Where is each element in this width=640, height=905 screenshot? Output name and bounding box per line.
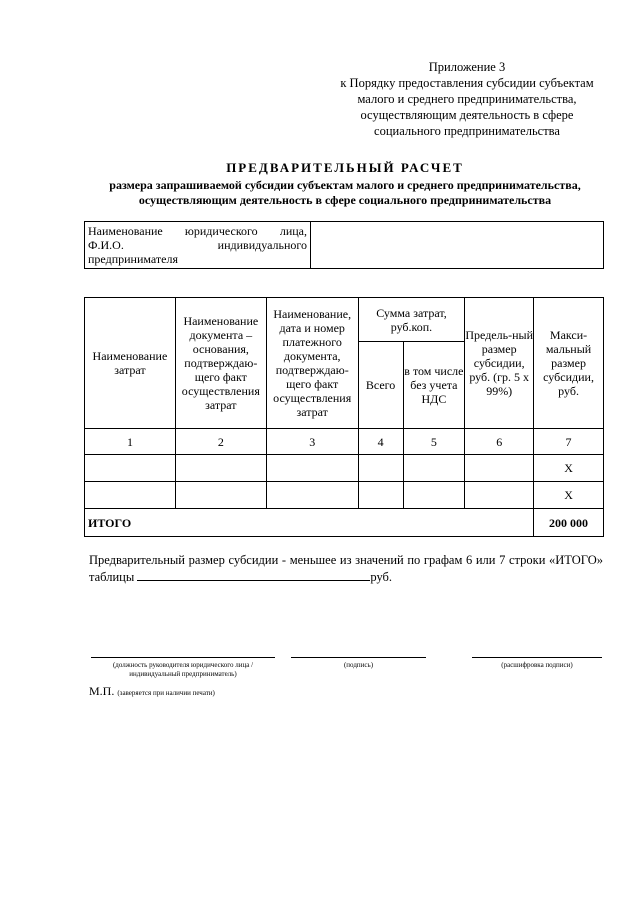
entity-value[interactable] <box>311 222 604 269</box>
signature-caption: (подпись) <box>343 661 374 669</box>
amount-blank-line[interactable] <box>137 568 370 581</box>
subsidy-note <box>89 552 603 585</box>
entity-table <box>84 221 604 269</box>
signature-line <box>291 657 426 658</box>
header-without-vat: в том числе без учета НДС <box>403 342 465 429</box>
appendix-line: к Порядку предоставления субсидии субъектам <box>340 76 594 90</box>
column-number: 2 <box>175 429 266 455</box>
column-numbers-row <box>85 429 604 455</box>
appendix-line: Приложение 3 <box>428 60 506 74</box>
column-number: 3 <box>266 429 358 455</box>
appendix-line: осуществляющим деятельность в сфере <box>360 108 574 122</box>
decode-caption: (расшифровка подписи) <box>501 661 573 669</box>
column-number: 5 <box>403 429 465 455</box>
table-cell[interactable] <box>465 455 534 482</box>
header-cost-name: Наименование затрат <box>85 298 176 429</box>
table-cell[interactable] <box>266 482 358 509</box>
table-cell: Х <box>534 482 604 509</box>
column-number: 7 <box>534 429 604 455</box>
stamp-note: (заверяется при наличии печати) <box>117 689 215 697</box>
table-cell[interactable] <box>266 455 358 482</box>
stamp-place <box>89 684 215 699</box>
total-row <box>85 509 604 537</box>
appendix-line: малого и среднего предпринимательства, <box>357 92 577 106</box>
position-caption: (должность руководителя юридического лица / индивидуальный предприниматель) <box>112 661 254 678</box>
header-payment-document: Наименование, дата и номер платежного документа, подтверждаю-щего факт осуществления затрат <box>266 298 358 429</box>
position-signature-line <box>91 657 275 658</box>
header-total: Всего <box>358 342 403 429</box>
appendix-block <box>300 59 634 139</box>
subtitle-line: размера запрашиваемой субсидии субъектам малого и среднего предпринимательства, <box>109 178 581 192</box>
header-cost-sum: Сумма затрат, руб.коп. <box>358 298 465 342</box>
table-cell[interactable] <box>175 455 266 482</box>
table-cell[interactable] <box>85 482 176 509</box>
table-cell[interactable] <box>85 455 176 482</box>
table-row <box>85 482 604 509</box>
table-row <box>85 455 604 482</box>
column-number: 6 <box>465 429 534 455</box>
table-cell[interactable] <box>465 482 534 509</box>
table-cell[interactable] <box>175 482 266 509</box>
column-number: 4 <box>358 429 403 455</box>
decode-signature-line <box>472 657 602 658</box>
document-subtitle <box>70 178 620 208</box>
header-limit-subsidy: Предель-ный размер субсидии, руб. (гр. 5 х 99%) <box>465 298 534 429</box>
costs-table <box>84 297 604 537</box>
total-value: 200 000 <box>534 509 604 537</box>
stamp-label: М.П. <box>89 684 115 698</box>
column-number: 1 <box>85 429 176 455</box>
appendix-line: социального предпринимательства <box>374 124 560 138</box>
total-label: ИТОГО <box>85 509 534 537</box>
header-basis-document: Наименование документа – основания, подтверждаю-щего факт осуществления затрат <box>175 298 266 429</box>
header-max-subsidy: Макси-мальный размер субсидии, руб. <box>534 298 604 429</box>
table-cell[interactable] <box>358 482 403 509</box>
entity-label: Наименование юридического лица, Ф.И.О. индивидуального предпринимателя <box>85 222 311 269</box>
table-cell: Х <box>534 455 604 482</box>
table-cell[interactable] <box>403 455 465 482</box>
table-cell[interactable] <box>358 455 403 482</box>
subtitle-line: осуществляющим деятельность в сфере социального предпринимательства <box>138 193 552 207</box>
document-title: ПРЕДВАРИТЕЛЬНЫЙ РАСЧЕТ <box>226 160 464 175</box>
note-suffix: руб. <box>370 570 393 584</box>
table-cell[interactable] <box>403 482 465 509</box>
note-text: Предварительный размер субсидии - меньшее из значений по графам 6 или 7 строки «ИТОГО» таблицы <box>89 553 603 584</box>
